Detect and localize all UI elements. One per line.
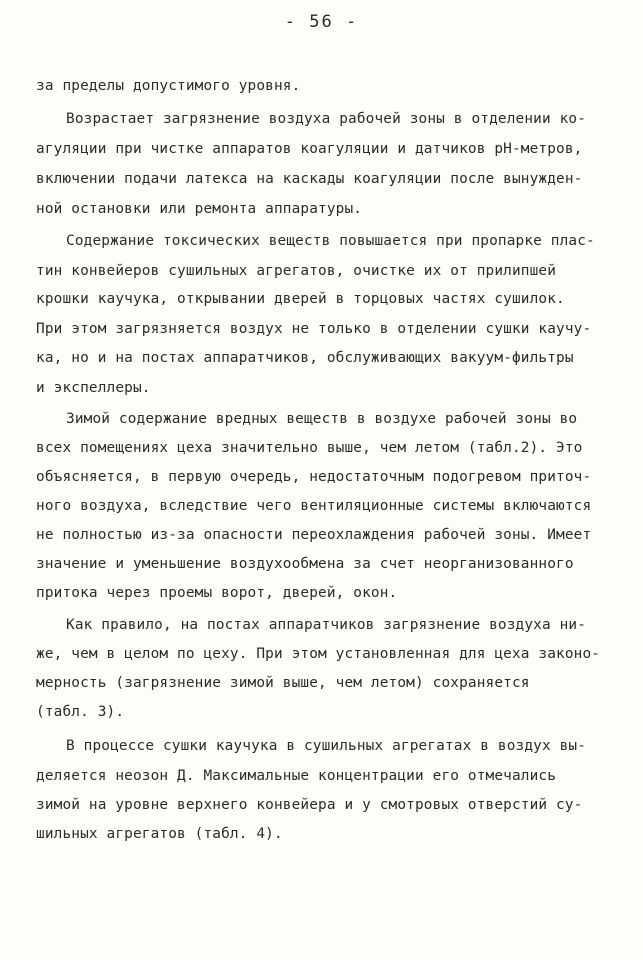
text-line: всех помещениях цеха значительно выше, чем летом (табл.2). Это: [36, 440, 583, 456]
text-line: При этом загрязняется воздух не только в отделении сушки каучу-: [36, 321, 592, 337]
text-line: Зимой содержание вредных веществ в воздухе рабочей зоны во: [66, 411, 578, 427]
text-line: Как правило, на постах аппаратчиков загрязнение воздуха ни-: [66, 617, 587, 633]
text-line: не полностью из-за опасности переохлаждения рабочей зоны. Имеет: [36, 527, 592, 543]
text-line: ка, но и на постах аппаратчиков, обслуживающих вакуум-фильтры: [36, 350, 574, 366]
text-line: ной остановки или ремонта аппаратуры.: [36, 201, 363, 217]
text-line: мерность (загрязнение зимой выше, чем летом) сохраняется: [36, 675, 530, 691]
text-line: Содержание токсических веществ повышается при пропарке плас-: [66, 233, 595, 249]
text-line: крошки каучука, открывании дверей в торцовых частях сушилок.: [36, 291, 565, 307]
text-line: зимой на уровне верхнего конвейера и у смотровых отверстий су-: [36, 797, 583, 813]
text-line: агуляции при чистке аппаратов коагуляции и датчиков рН-метров,: [36, 141, 583, 157]
text-line: же, чем в целом по цеху. При этом установленная для цеха законо-: [36, 646, 601, 662]
page-number: - 56 -: [284, 12, 359, 32]
text-line: ного воздуха, вследствие чего вентиляционные системы включаются: [36, 498, 592, 514]
text-line: В процессе сушки каучука в сушильных агрегатах в воздух вы-: [66, 738, 587, 754]
text-line: и экспеллеры.: [36, 380, 151, 396]
text-line: тин конвейеров сушильных агрегатов, очистке их от прилипшей: [36, 263, 557, 279]
text-line: значение и уменьшение воздухообмена за счет неорганизованного: [36, 556, 574, 572]
text-line: за пределы допустимого уровня.: [36, 78, 301, 94]
text-line: притока через проемы ворот, дверей, окон.: [36, 585, 398, 601]
text-line: объясняется, в первую очередь, недостаточным подогревом приточ-: [36, 469, 592, 485]
text-line: деляется неозон Д. Максимальные концентрации его отмечались: [36, 768, 557, 784]
text-line: Возрастает загрязнение воздуха рабочей зоны в отделении ко-: [66, 111, 587, 127]
text-line: (табл. 3).: [36, 704, 125, 720]
text-line: включении подачи латекса на каскады коагуляции после вынужден-: [36, 171, 583, 187]
text-line: шильных агрегатов (табл. 4).: [36, 826, 283, 842]
